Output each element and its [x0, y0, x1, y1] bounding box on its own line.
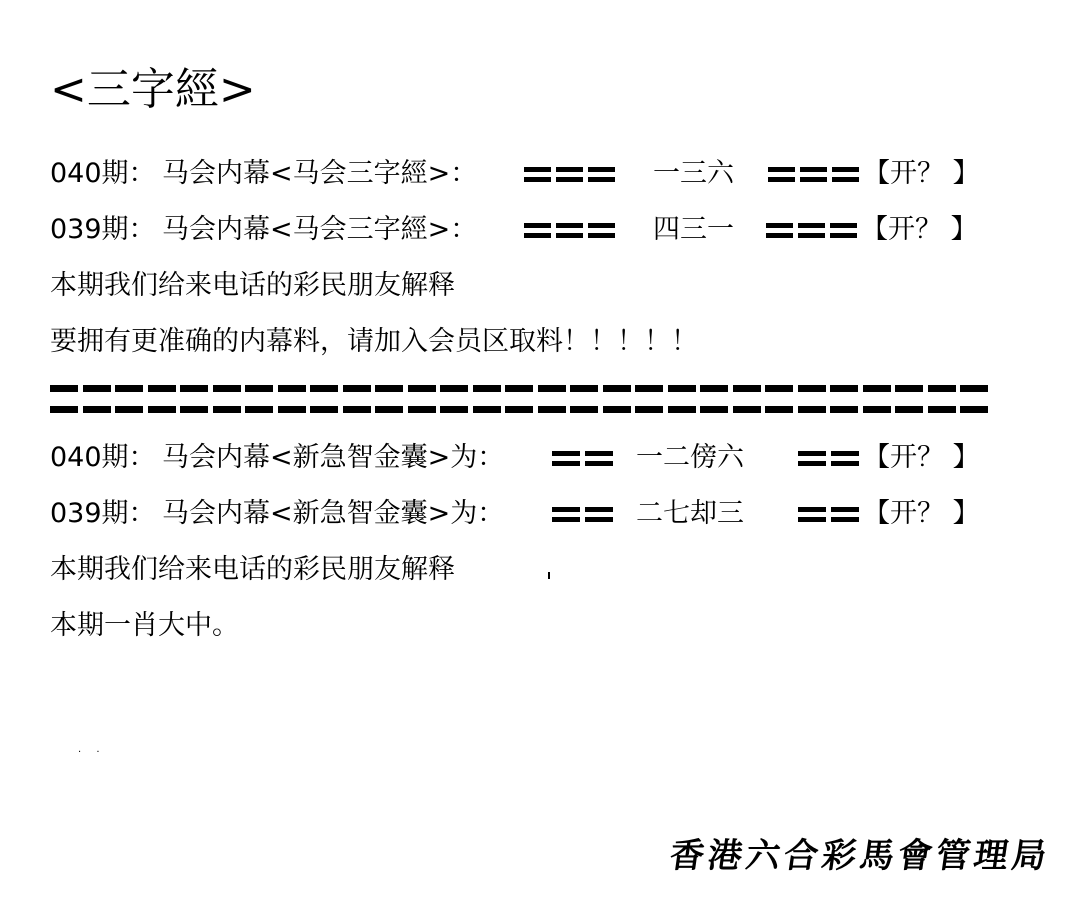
result-bracket: 【开？ 】 [861, 214, 978, 245]
separator-bars-right [768, 167, 859, 182]
zodiac-note: 本期一肖大中。 [50, 610, 239, 641]
answer-text: 四三一 [653, 214, 734, 245]
result-row-040-sanzijing [50, 154, 990, 194]
membership-note: 要拥有更准确的内幕料，请加入会员区取料！！！！！ [50, 326, 698, 357]
issue-label: 039期： [50, 214, 156, 245]
separator-bars-right [766, 223, 857, 238]
row-prefix: 马会内幕<新急智金囊>为： [162, 442, 505, 473]
answer-text: 一二傍六 [636, 442, 744, 473]
result-row-039-sanzijing [50, 210, 990, 250]
row-prefix: 马会内幕<新急智金囊>为： [162, 498, 505, 529]
issue-label: 039期： [50, 498, 156, 529]
result-row-039-jinnang [50, 494, 990, 534]
separator-bars-left [524, 167, 615, 182]
answer-text: 二七却三 [636, 498, 744, 529]
explanation-note: 本期我们给来电话的彩民朋友解释 [50, 270, 455, 301]
separator-bars-left [552, 507, 613, 522]
row-prefix: 马会内幕<马会三字經>： [162, 214, 478, 245]
page-title: <三字經> [50, 64, 256, 115]
separator-bars-right [798, 507, 859, 522]
footer-seal: 香港六合彩馬會管理局 [667, 836, 1053, 876]
issue-label: 040期： [50, 442, 156, 473]
stray-specks: · · [78, 747, 106, 758]
answer-text: 一三六 [653, 158, 734, 189]
result-row-040-jinnang [50, 438, 990, 478]
stray-mark [548, 572, 550, 579]
result-bracket: 【开？ 】 [863, 442, 980, 473]
explanation-note: 本期我们给来电话的彩民朋友解释 [50, 554, 455, 585]
section-divider [50, 385, 988, 413]
result-bracket: 【开？ 】 [863, 498, 980, 529]
row-prefix: 马会内幕<马会三字經>： [162, 158, 478, 189]
separator-bars-right [798, 451, 859, 466]
separator-bars-left [524, 223, 615, 238]
issue-label: 040期： [50, 158, 156, 189]
separator-bars-left [552, 451, 613, 466]
result-bracket: 【开？ 】 [863, 158, 980, 189]
